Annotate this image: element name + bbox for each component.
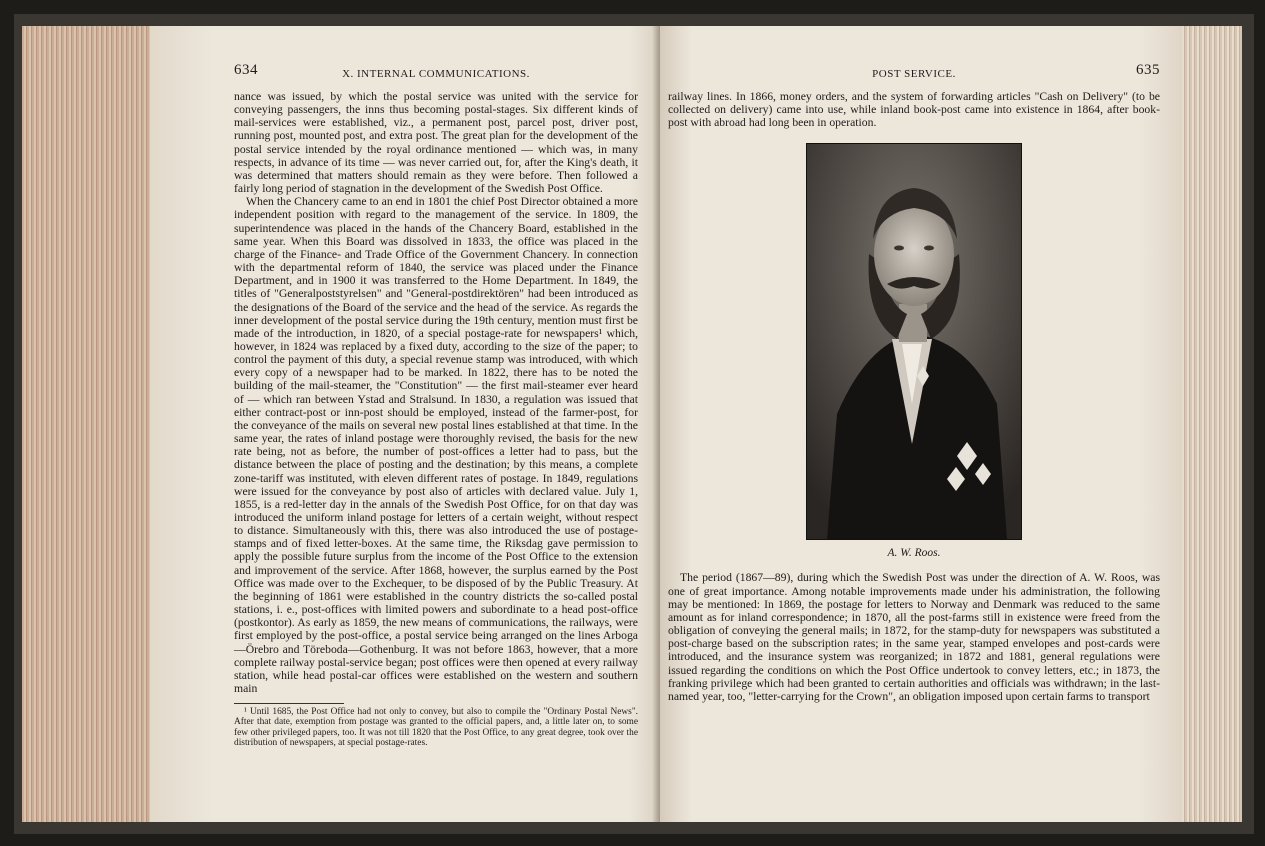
left-paragraph-2: When the Chancery came to an end in 1801 the chief Post Director obtained a more independent position with regard to the management of the service. In 1809, the superintendence was placed in the hands of the Chancery Board, established in the same year. When this Board was dissolved in 1833, the office was placed in the charge of the Finance- and Trade Office of the Government Chancery. In connection with the departmental reform of 1840, the service was placed under the Finance Department, and in 1900 it was transferred to the Home Department. In 1849, the titles of "Generalpoststyrelsen" and "General-postdirektören" had been introduced as the designations of the Board of the service and the head of the service. As regards the inner development of the postal service during the 19th century, mention must first be made of the introduction, in 1820, of a special postage-rate for newspapers¹ which, however, in 1824 was replaced by a fixed duty, according to the size of the paper; to control the payment of this duty, a special revenue stamp was introduced, with which every copy of a newspaper had to be marked. In 1822, there has to be noted the building of the mail-steamer, the "Constitution" — the first mail-steamer ever heard of — which ran between Ystad and Stralsund. In 1830, a regulation was issued that either contract-post or inn-post should be employed, instead of the farmer-post, for the conveyance of the mails on several new postal lines established at that time. In the same year, the rates of inland postage were thoroughly revised, the basis for the new rate being, not as before, the number of post-offices a letter had to pass, but the distance between the place of posting and the destination; by this means, a complete zone-tariff was instituted, with eleven different rates of postage. In 1849, regulations were issued for the conveyance by post also of articles with declared value. July 1, 1855, is a red-letter day in the annals of the Swedish Post Office, for on that day was introduced the uniform inland postage for letters of a certain weight, without respect to distance. Simultaneously with this, there was also introduced the use of postage-stamps and of fixed letter-boxes. At the same time, the Riksdag gave permission to apply the possible future surplus from the income of the Post Office to the extension and improvement of the service. After 1868, however, the surplus earned by the Post Office was made over to the Exchequer, to be disposed of by the Public Treasury. At the beginning of 1861 were established in the country districts the so-called postal stations, i. e., post-offices with limited powers and subordinate to a head post-office (postkontor). As early as 1859, the new means of communications, the railways, were first employed by the post-office, a postal service being arranged on the lines Arboga—Örebro and Töreboda—Gothenburg. It was not before 1863, however, that a more complete railway postal-service began; post offices were then opened at every railway station, while head postal-car offices were established on the western and southern main (234, 195, 638, 696)
right-page-edges (1180, 26, 1242, 822)
right-intro-text (668, 90, 1160, 129)
right-page (660, 26, 1182, 822)
left-paragraph-1: nance was issued, by which the postal service was united with the service for conveying passengers, the inns thus becoming postal-stages. Six different kinds of mail-services were established, viz., a permanent post, parcel post, driver post, running post, mounted post, and extra post. The great plan for the development of the postal service intended by the royal ordinance mentioned — which was, in many respects, in advance of its time — was never carried out, for, after the King's death, it was determined that matters should remain as they were before. Then followed a fairly long period of stagnation in the development of the Swedish Post Office. (234, 90, 638, 196)
portrait-image (807, 144, 1021, 539)
right-body-text (668, 571, 1160, 703)
left-running-title: X. INTERNAL COMMUNICATIONS. (342, 68, 530, 80)
right-running-title: POST SERVICE. (872, 68, 956, 80)
right-closing-paragraph: The period (1867—89), during which the Swedish Post was under the direction of A. W. Roos, was one of great importance. Among notable improvements made under his administration, the following may be mentioned: In 1869, the postage for letters to Norway and Denmark was reduced to the same amount as for inland correspondence; in 1870, all the post-farms still in existence were freed from the obligation of conveying the general mails; in 1872, for the stamp-duty for newspapers was substituted a post-charge based on the subscription rates; in the same year, stamped envelopes and post-cards were introduced, and the insurance system was reorganized; in 1872 and 1881, general regulations were issued regarding the conditions on which the Post Office undertook to convey letters, etc.; in 1873, the franking privilege which had been granted to certain authorities and officials was withdrawn; in the last-named year, too, "letter-carrying for the Crown", an obligation imposed upon certain farms to transport (668, 571, 1160, 703)
portrait-caption: A. W. Roos. (887, 547, 941, 560)
footnote-rule (234, 703, 344, 704)
left-page-number: 634 (234, 62, 258, 78)
right-page-number: 635 (1136, 62, 1160, 78)
right-intro-paragraph: railway lines. In 1866, money orders, and the system of forwarding articles "Cash on Delivery" (to be collected on delivery) came into use, while inland book-post came into existence in 1864, after book-post with abroad had long been in operation. (668, 90, 1160, 130)
left-body-text (234, 90, 638, 695)
footnote: ¹ Until 1685, the Post Office had not only to convey, but also to compile the "Ordinary Postal News". After that date, exemption from postage was granted to the official papers, and, a little later on, to some few other privileged papers, too. It was not till 1820 that the Post Office, to any great degree, took over the distribution of newspapers, at special postage-rates. (234, 707, 638, 748)
right-running-head (668, 62, 1160, 90)
left-running-head (234, 62, 638, 90)
left-page (150, 26, 660, 822)
portrait-plate (806, 143, 1022, 540)
left-page-edges (22, 26, 162, 822)
